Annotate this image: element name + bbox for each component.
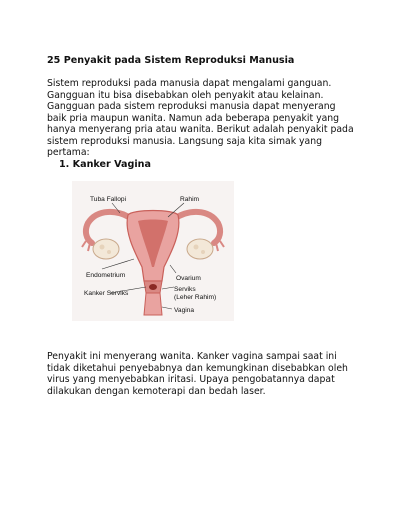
cancer-lesion bbox=[149, 284, 157, 290]
right-ovary bbox=[187, 239, 213, 259]
left-ovary bbox=[93, 239, 119, 259]
body-line: tidak diketahui penyebabnya dan kemungkinan disebabkan oleh bbox=[47, 362, 348, 374]
intro-line: sistem reproduksi manusia. Langsung saja kita simak yang bbox=[47, 135, 323, 147]
section-heading: 1. Kanker Vagina bbox=[59, 159, 151, 170]
intro-line: Gangguan itu bisa disebabkan oleh penyakit atau kelainan. bbox=[47, 89, 324, 101]
label-ovarium: Ovarium bbox=[176, 275, 201, 282]
body-line: dilakukan dengan kemoterapi dan bedah laser. bbox=[47, 385, 266, 397]
reproductive-anatomy-figure bbox=[72, 181, 234, 321]
intro-line: Gangguan pada sistem reproduksi manusia dapat menyerang bbox=[47, 101, 336, 112]
intro-line: Sistem reproduksi pada manusia dapat mengalami ganguan. bbox=[47, 78, 332, 89]
intro-paragraph bbox=[47, 78, 367, 159]
body-paragraph bbox=[47, 351, 367, 397]
right-fallopian-tube bbox=[174, 212, 220, 243]
body-line: Penyakit ini menyerang wanita. Kanker vagina sampai saat ini bbox=[47, 351, 337, 362]
body-line: virus yang menyebabkan iritasi. Upaya pengobatannya dapat bbox=[47, 374, 335, 385]
page-title: 25 Penyakit pada Sistem Reproduksi Manusia bbox=[47, 55, 295, 66]
uterus-diagram bbox=[72, 181, 234, 321]
label-endometrium: Endometrium bbox=[86, 272, 126, 279]
label-serviks: Serviks bbox=[174, 286, 196, 293]
vagina-canal bbox=[144, 293, 162, 315]
label-kanker-serviks: Kanker Serviks bbox=[84, 290, 129, 297]
label-leher-rahim: (Leher Rahim) bbox=[174, 294, 217, 301]
intro-line: pertama: bbox=[47, 147, 90, 158]
label-tuba-fallopi: Tuba Fallopi bbox=[90, 196, 127, 203]
left-fallopian-tube bbox=[86, 212, 132, 243]
intro-line: baik pria maupun wanita. Namun ada beberapa penyakit yang bbox=[47, 112, 340, 124]
label-rahim: Rahim bbox=[180, 196, 200, 203]
label-vagina: Vagina bbox=[174, 307, 195, 314]
intro-line: hanya menyerang pria atau wanita. Berikut adalah penyakit pada bbox=[47, 124, 354, 135]
